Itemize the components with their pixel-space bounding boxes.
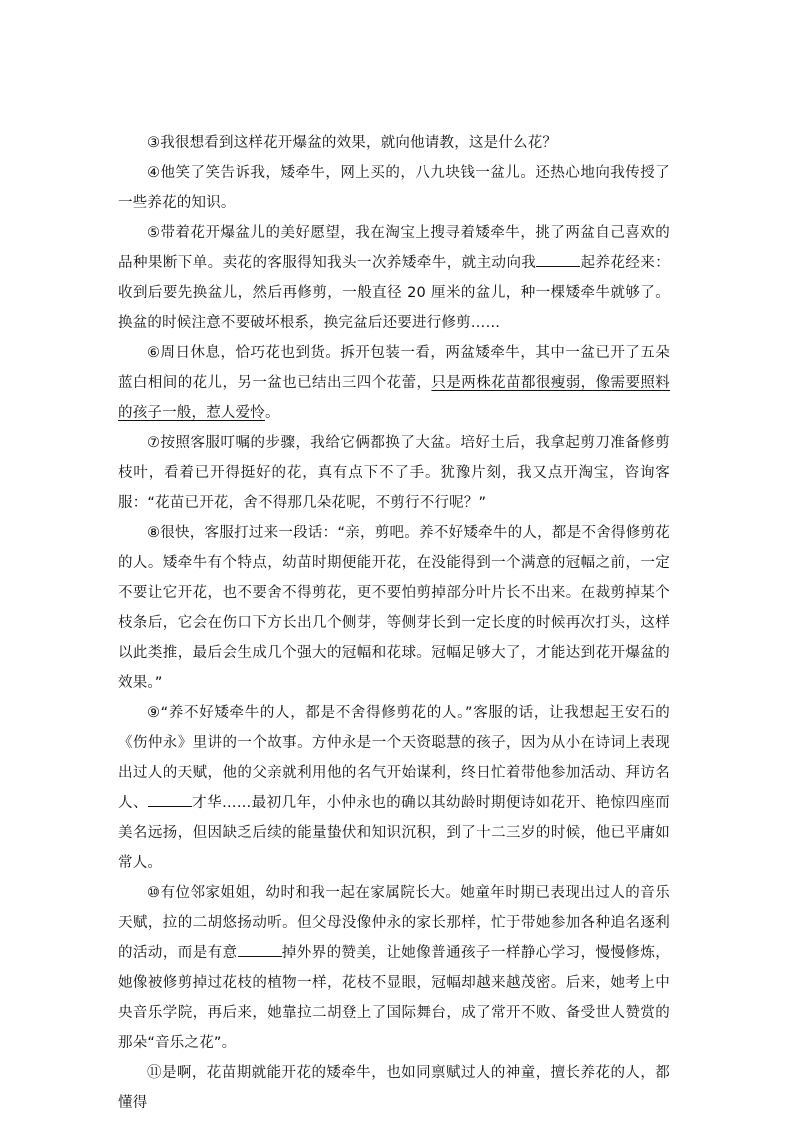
fill-in-blank[interactable] <box>238 942 282 957</box>
paragraph-text: ④他笑了笑告诉我，矮牵牛，网上买的，八九块钱一盆儿。还热心地向我传授了一些养花的知识。 <box>118 165 670 211</box>
paragraph-p4 <box>118 158 670 218</box>
paragraph-p11 <box>118 1058 670 1118</box>
paragraph-text: ⑧很快，客服打过来一段话：“亲，剪吧。养不好矮牵牛的人，都是不舍得修剪花的人。矮牵牛有个特点，幼苗时期便能开花，在没能得到一个满意的冠幅之前，一定不要让它开花，也不要舍不得剪花，更不要怕剪掉部分叶片长不出来。在裁剪掉某个枝条后，它会在伤口下方长出几个侧芽，等侧芽长到一定长度的时候再次打头，这样以此类推，最后会生成几个强大的冠幅和花球。冠幅足够大了，才能达到花开爆盆的效果。” <box>118 525 670 691</box>
fill-in-blank[interactable] <box>148 792 192 807</box>
article-body <box>118 128 670 1118</box>
paragraph-text: 起养花经来：收到后要先换盆儿，然后再修剪，一般直径 20 厘米的盆儿，种一棵矮牵牛就够了。换盆的时候注意不要破坏根系，换完盆后还要进行修剪…… <box>118 255 670 331</box>
paragraph-text: ⑩有位邻家姐姐，幼时和我一起在家属院长大。她童年时期已表现出过人的音乐天赋，拉的二胡悠扬动听。但父母没像仲永的家长那样，忙于带她参加各种追名逐利的活动，而是有意 <box>118 885 670 961</box>
paragraph-p10 <box>118 878 670 1058</box>
paragraph-p5 <box>118 218 670 338</box>
paragraph-text: ③我很想看到这样花开爆盆的效果，就向他请教，这是什么花？ <box>147 135 558 151</box>
underlined-sentence: 只是两株花苗都很瘦弱，像需要照料的孩子一般，惹人爱怜 <box>118 375 670 421</box>
paragraph-text: ⑪是啊，花苗期就能开花的矮牵牛，也如同禀赋过人的神童，擅长养花的人，都懂得 <box>118 1065 670 1111</box>
paragraph-text: 。 <box>265 405 280 421</box>
paragraph-text: 掉外界的赞美，让她像普通孩子一样静心学习，慢慢修炼，她像被修剪掉过花枝的植物一样，花枝不显眼，冠幅却越来越茂密。后来，她考上中央音乐学院，再后来，她靠拉二胡登上了国际舞台，成了常开不败、备受世人赞赏的那朵“音乐之花”。 <box>118 945 670 1051</box>
paragraph-text: ⑨“养不好矮牵牛的人，都是不舍得修剪花的人。”客服的话，让我想起王安石的《伤仲永》里讲的一个故事。方仲永是一个天资聪慧的孩子，因为从小在诗词上表现出过人的天赋，他的父亲就利用他的名气开始谋利，终日忙着带他参加活动、拜访名人、 <box>118 705 670 811</box>
paragraph-text: ⑥周日休息，恰巧花也到货。拆开包装一看，两盆矮牵牛，其中一盆已开了五朵蓝白相间的花儿，另一盆也已结出三四个花蕾， <box>118 345 670 391</box>
fill-in-blank[interactable] <box>536 252 580 267</box>
paragraph-text: 才华……最初几年，小仲永也的确以其幼龄时期便诗如花开、艳惊四座而美名远扬，但因缺乏后续的能量蛰伏和知识沉积，到了十二三岁的时候，他已平庸如常人。 <box>118 795 670 871</box>
paragraph-text: ⑤带着花开爆盆儿的美好愿望，我在淘宝上搜寻着矮牵牛，挑了两盆自己喜欢的品种果断下单。卖花的客服得知我头一次养矮牵牛，就主动向我 <box>118 225 670 271</box>
paragraph-p8 <box>118 518 670 698</box>
paragraph-text: ⑦按照客服叮嘱的步骤，我给它俩都换了大盆。培好土后，我拿起剪刀准备修剪枝叶，看着已开得挺好的花，真有点下不了手。犹豫片刻，我又点开淘宝，咨询客服：“花苗已开花，舍不得那几朵花呢，不剪行不行呢？” <box>118 435 670 511</box>
paragraph-p3 <box>118 128 670 158</box>
paragraph-p9 <box>118 698 670 878</box>
paragraph-p6 <box>118 338 670 428</box>
paragraph-p7 <box>118 428 670 518</box>
